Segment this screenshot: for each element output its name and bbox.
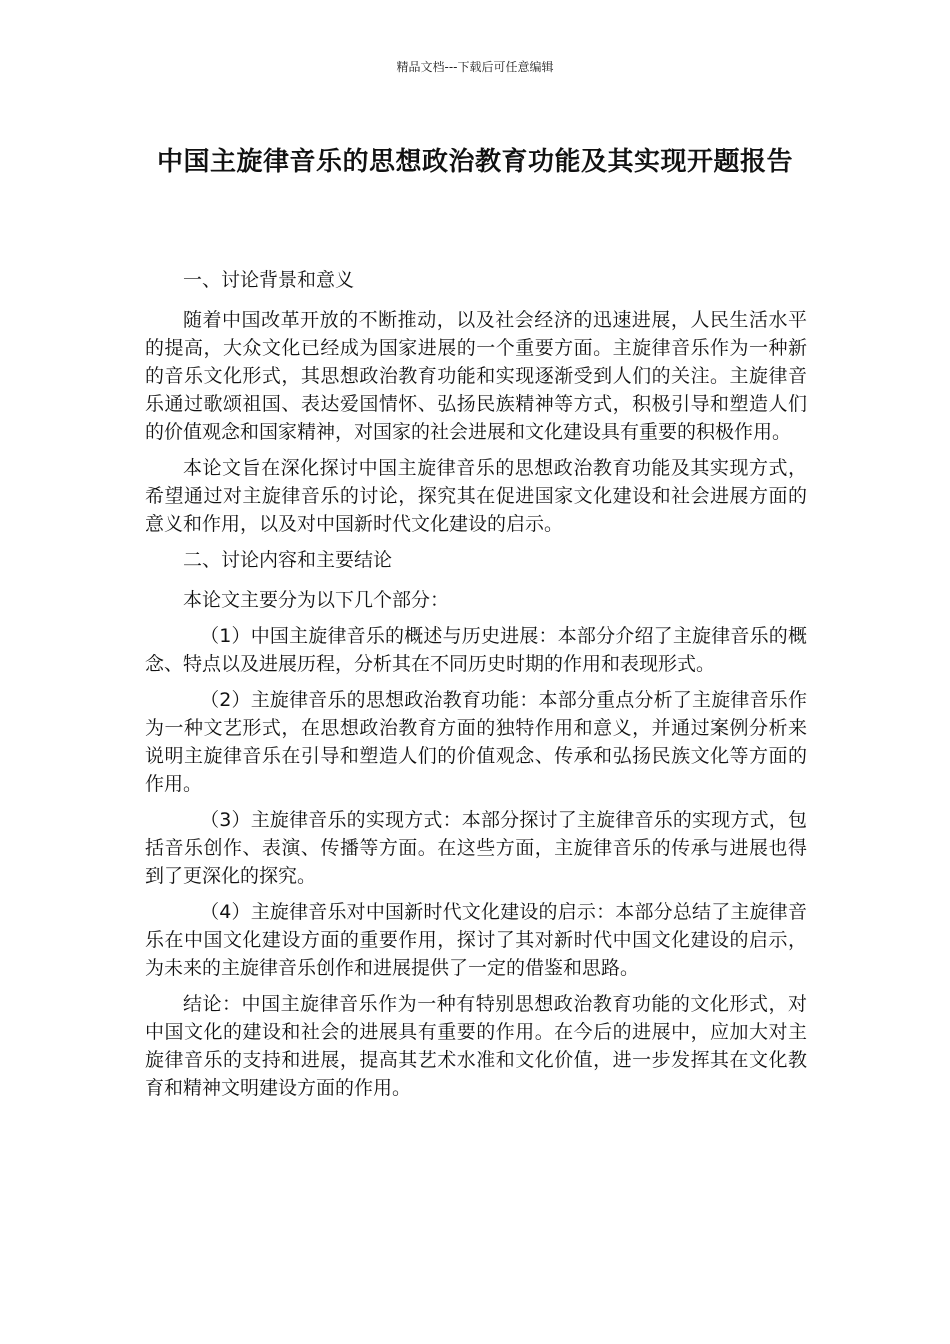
paragraph-purpose: 本论文旨在深化探讨中国主旋律音乐的思想政治教育功能及其实现方式，希望通过对主旋律音乐的讨论，探究其在促进国家文化建设和社会进展方面的意义和作用，以及对中国新时代文化建设的启示。: [145, 457, 807, 535]
paragraph-outline-intro: 本论文主要分为以下几个部分：: [183, 589, 450, 611]
paragraph-background: 随着中国改革开放的不断推动，以及社会经济的迅速进展，人民生活水平的提高，大众文化已经成为国家进展的一个重要方面。主旋律音乐作为一种新的音乐文化形式，其思想政治教育功能和实现逐渐受到人们的关注。主旋律音乐通过歌颂祖国、表达爱国情怀、弘扬民族精神等方式，积极引导和塑造人们的价值观念和国家精神，对国家的社会进展和文化建设具有重要的积极作用。: [145, 309, 807, 443]
outline-item-2: （2）主旋律音乐的思想政治教育功能：本部分重点分析了主旋律音乐作为一种文艺形式，在思想政治教育方面的独特作用和意义，并通过案例分析来说明主旋律音乐在引导和塑造人们的价值观念、传承和弘扬民族文化等方面的作用。: [145, 689, 807, 795]
document-title: 中国主旋律音乐的思想政治教育功能及其实现开题报告: [156, 147, 793, 177]
section-heading-background: 一、讨论背景和意义: [183, 269, 355, 291]
header-watermark: 精品文档---下载后可任意编辑: [396, 60, 554, 74]
paragraph-conclusion: 结论：中国主旋律音乐作为一种有特别思想政治教育功能的文化形式，对中国文化的建设和社会的进展具有重要的作用。在今后的进展中，应加大对主旋律音乐的支持和进展，提高其艺术水准和文化价值，进一步发挥其在文化教育和精神文明建设方面的作用。: [145, 993, 807, 1099]
document-body: [145, 266, 807, 1110]
outline-item-3: （3）主旋律音乐的实现方式：本部分探讨了主旋律音乐的实现方式，包括音乐创作、表演、传播等方面。在这些方面，主旋律音乐的传承与进展也得到了更深化的探究。: [145, 809, 807, 887]
outline-item-4: （4）主旋律音乐对中国新时代文化建设的启示：本部分总结了主旋律音乐在中国文化建设方面的重要作用，探讨了其对新时代中国文化建设的启示，为未来的主旋律音乐创作和进展提供了一定的借鉴和思路。: [145, 901, 807, 979]
outline-item-1: （1）中国主旋律音乐的概述与历史进展：本部分介绍了主旋律音乐的概念、特点以及进展历程，分析其在不同历史时期的作用和表现形式。: [145, 625, 807, 675]
section-heading-content: 二、讨论内容和主要结论: [183, 549, 393, 571]
